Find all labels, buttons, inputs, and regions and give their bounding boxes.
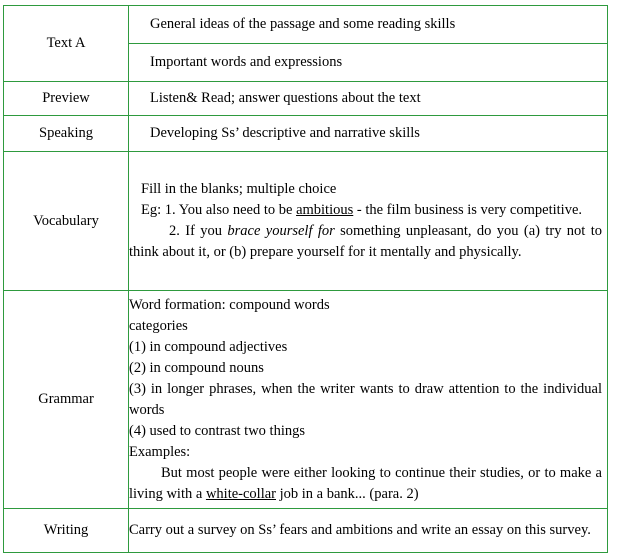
text-a-item xyxy=(129,6,608,44)
grammar-example xyxy=(129,463,607,505)
grammar-line: (3) in longer phrases, when the writer wants to draw attention to the individual words xyxy=(129,380,602,418)
grammar-line: Word formation: compound words xyxy=(129,296,330,313)
example-2-suffix: something unpleasant, do you (a) try not to think about it, or (b) prepare yourself for it mentally and physically. xyxy=(129,223,602,260)
writing-text: Carry out a survey on Ss’ fears and ambitions and write an essay on this survey. xyxy=(129,522,591,538)
grammar-line: Examples: xyxy=(129,443,191,460)
grammar-line: (4) used to contrast two things xyxy=(129,422,305,439)
example-1-prefix: Eg: 1. You also need to be xyxy=(141,202,297,218)
row-label-speaking: Speaking xyxy=(4,116,129,152)
row-writing xyxy=(4,509,608,553)
lesson-plan-table xyxy=(3,5,608,553)
grammar-example-term: white-collar xyxy=(205,485,276,502)
vocabulary-example-1 xyxy=(129,200,607,221)
example-1-term: ambitious xyxy=(296,202,354,218)
example-2-prefix: 2. If you xyxy=(169,223,228,239)
grammar-example-suffix: job in a bank... (para. 2) xyxy=(276,485,419,502)
grammar-cell xyxy=(129,291,608,509)
preview-text: Listen& Read; answer questions about the text xyxy=(150,90,421,106)
vocabulary-example-2 xyxy=(129,221,607,263)
vocabulary-cell xyxy=(129,152,608,291)
row-label-text-a: Text A xyxy=(4,6,129,82)
speaking-cell xyxy=(129,116,608,152)
writing-cell xyxy=(129,509,608,553)
text-a-item xyxy=(129,44,608,82)
row-vocabulary xyxy=(4,152,608,291)
row-label-grammar: Grammar xyxy=(4,291,129,509)
example-1-suffix: - the film business is very competitive. xyxy=(353,202,583,218)
grammar-example-prefix: But most people were either looking to continue their studies, or to make a living with a xyxy=(129,464,602,502)
row-text-a-ideas xyxy=(4,6,608,44)
text-a-item-2: Important words and expressions xyxy=(150,54,343,70)
grammar-line: (2) in compound nouns xyxy=(129,359,264,376)
grammar-line: (1) in compound adjectives xyxy=(129,338,288,355)
row-speaking xyxy=(4,116,608,152)
example-2-term: brace yourself for xyxy=(227,223,335,239)
grammar-line: categories xyxy=(129,317,188,334)
row-label-vocabulary: Vocabulary xyxy=(4,152,129,291)
preview-cell xyxy=(129,82,608,116)
row-label-writing: Writing xyxy=(4,509,129,553)
row-grammar xyxy=(4,291,608,509)
row-preview xyxy=(4,82,608,116)
speaking-text: Developing Ss’ descriptive and narrative skills xyxy=(150,125,420,141)
text-a-item-1: General ideas of the passage and some reading skills xyxy=(150,16,456,32)
row-label-preview: Preview xyxy=(4,82,129,116)
vocabulary-task: Fill in the blanks; multiple choice xyxy=(141,181,337,197)
